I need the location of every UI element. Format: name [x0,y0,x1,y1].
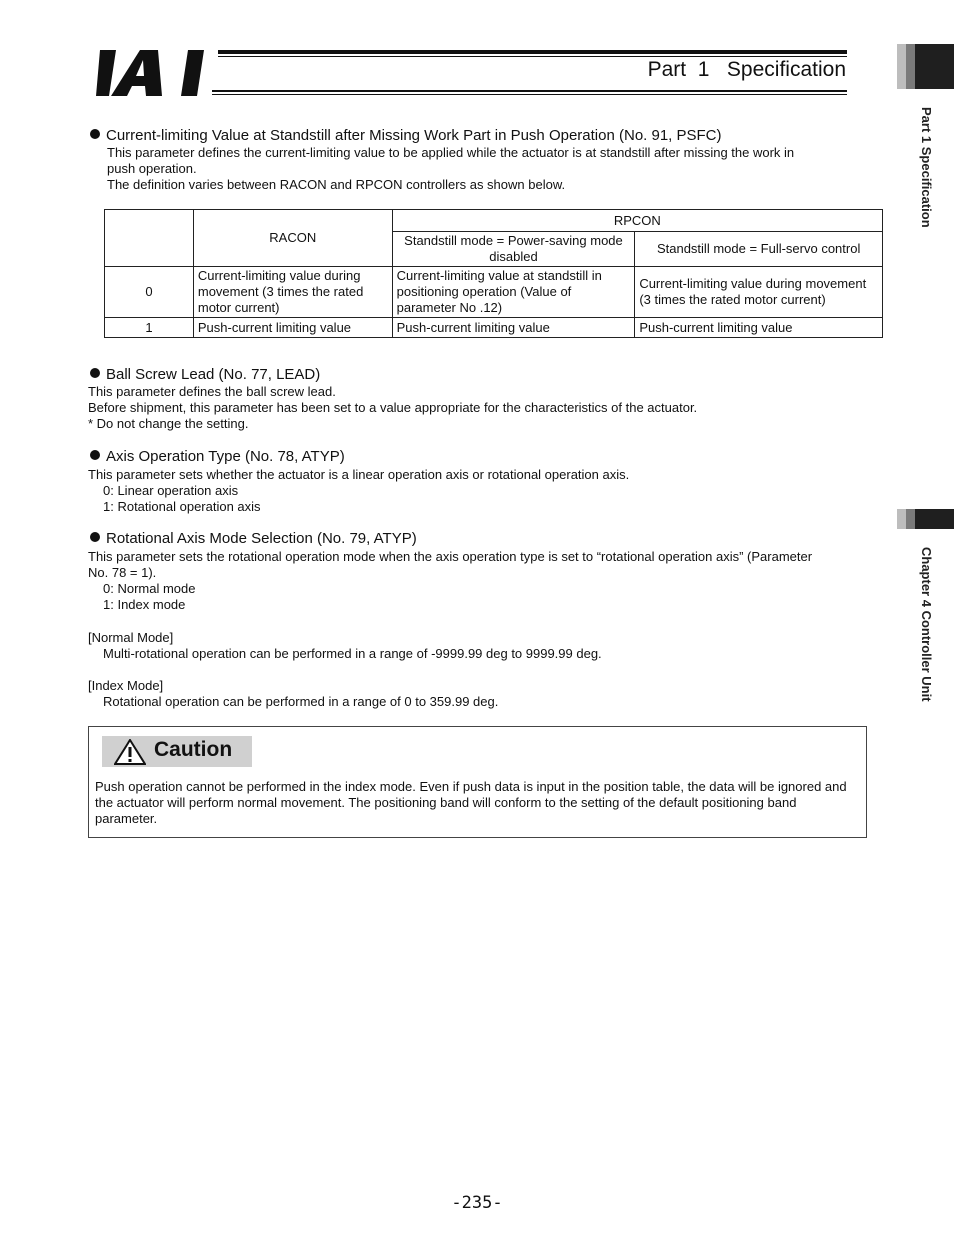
table-header-rpcon: RPCON [392,210,882,232]
table-cell-rpcon1: Current-limiting value at standstill in positioning operation (Value of parameter No .12) [392,267,635,318]
section-lead-text: This parameter defines the ball screw lead. Before shipment, this parameter has been set to a value appropriate for the characteristics of the actuator. * Do not change the setting. [88,384,698,431]
section-rotational-text: This parameter sets the rotational operation mode when the axis operation type is set to “rotational operation axis” (Parameter No. 78 = 1). 0: Normal mode 1: Index mode [88,549,813,612]
bullet-icon [90,368,100,378]
table-row [105,267,883,318]
iai-logo [96,50,212,96]
bullet-icon [90,129,100,139]
normal-mode-block: [Normal Mode] Multi-rotational operation can be performed in a range of -9999.99 deg to 9999.99 deg. [88,630,602,661]
bullet-icon [90,450,100,460]
table-row [105,318,883,338]
header-title: Part 1 Specification [647,58,846,81]
table-cell-value: 0 [105,267,194,318]
page-number: -235- [451,1193,503,1213]
caution-title: Caution [154,738,233,761]
section-psfc-text: This parameter defines the current-limiting value to be applied while the actuator is at standstill after missing the work in push operation. The definition varies between RACON and RPCON controllers as shown below. [107,145,795,192]
side-tab-part [897,44,954,89]
header-rule-top [218,50,847,54]
side-label-part: Part 1 Specification [919,107,934,228]
section-lead-heading: Ball Screw Lead (No. 77, LEAD) [90,366,320,383]
caution-label [102,736,252,767]
table-cell-racon: Current-limiting value during movement (3 times the rated motor current) [193,267,392,318]
table-cell-value: 1 [105,318,194,338]
table-header-racon: RACON [193,210,392,267]
section-atyp-text: This parameter sets whether the actuator is a linear operation axis or rotational operation axis. 0: Linear operation axis 1: Rotational operation axis [88,467,630,514]
table-header-rpcon-sub2: Standstill mode = Full-servo control [635,232,883,267]
section-rotational-heading: Rotational Axis Mode Selection (No. 79, ATYP) [90,530,417,547]
section-atyp-heading: Axis Operation Type (No. 78, ATYP) [90,448,345,465]
caution-text: Push operation cannot be performed in the index mode. Even if push data is input in the position table, the data will be ignored and the actuator will perform normal movement. The positioning band will conform to the setting of the default positioning band parameter. [95,779,847,826]
index-mode-block: [Index Mode] Rotational operation can be performed in a range of 0 to 359.99 deg. [88,678,499,709]
table-cell-rpcon1: Push-current limiting value [392,318,635,338]
bullet-icon [90,532,100,542]
table-header-rpcon-sub1: Standstill mode = Power-saving mode disabled [392,232,635,267]
warning-icon [114,739,146,765]
table-cell-rpcon2: Push-current limiting value [635,318,883,338]
psfc-table [104,209,883,338]
table-cell-racon: Push-current limiting value [193,318,392,338]
table-cell-rpcon2: Current-limiting value during movement (3 times the rated motor current) [635,267,883,318]
header-rule-top-thin [218,56,847,57]
table-corner-cell [105,210,194,267]
side-label-chapter: Chapter 4 Controller Unit [919,547,934,702]
side-tab-chapter [897,509,954,529]
header-rule-bottom [212,90,847,92]
header-rule-bottom-thin [212,94,847,95]
section-psfc-heading: Current-limiting Value at Standstill after Missing Work Part in Push Operation (No. 91, PSFC) [90,127,722,144]
